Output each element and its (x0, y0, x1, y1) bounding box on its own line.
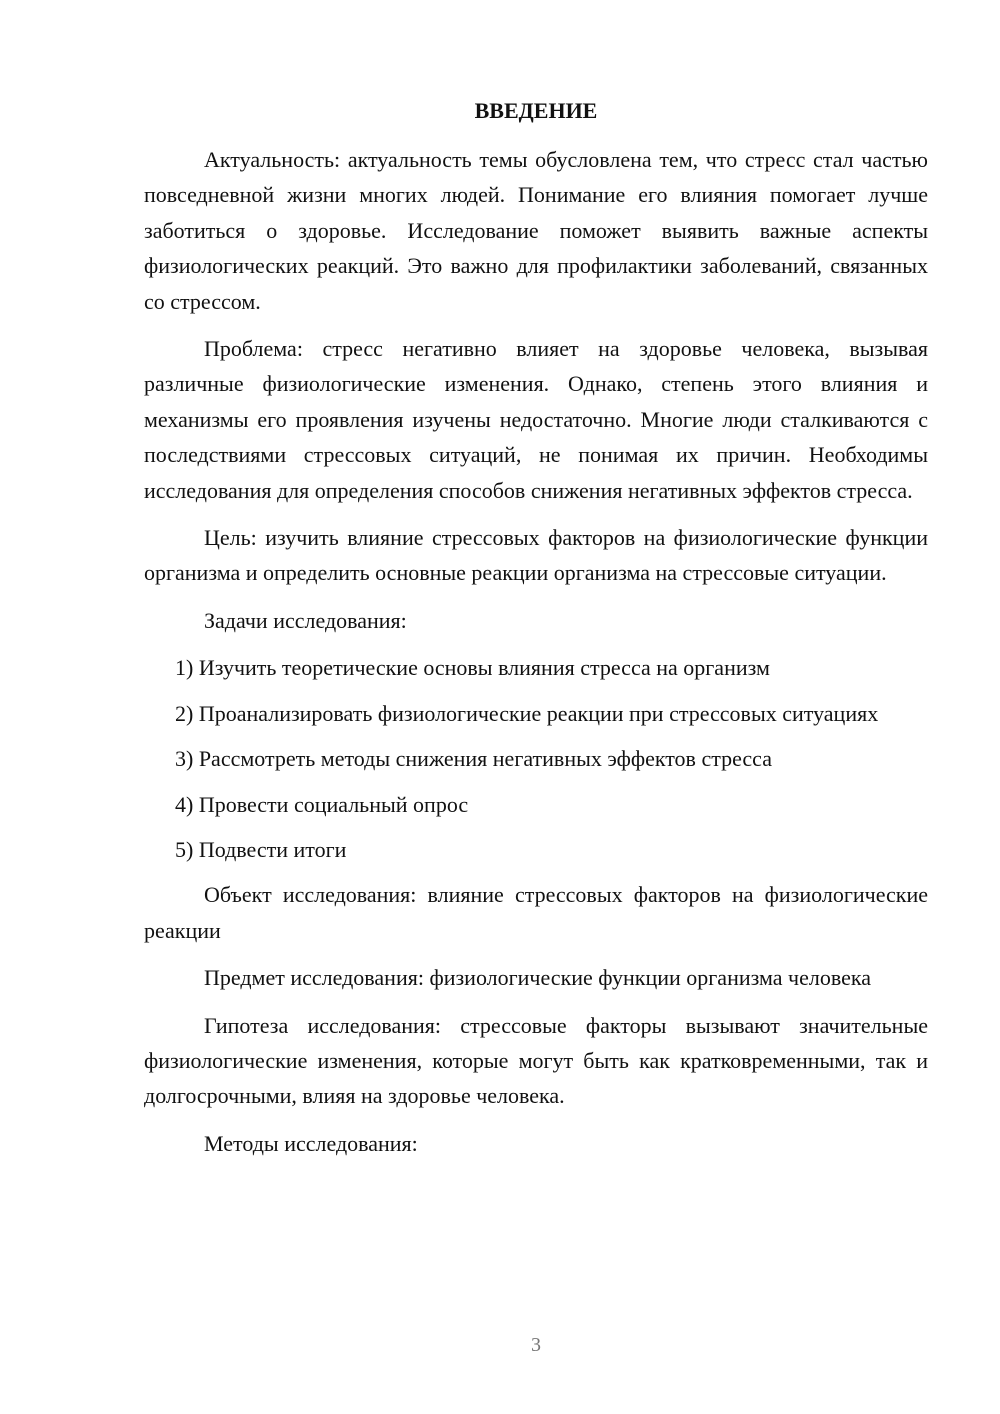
relevance-paragraph: Актуальность: актуальность темы обусловлена тем, что стресс стал частью повседневной жизни многих людей. Понимание его влияния помогает лучше заботиться о здоровье. Исследование поможет выявить важные аспекты физиологических реакций. Это важно для профилактики заболеваний, связанных со стрессом. (144, 147, 928, 314)
task-item: 3) Рассмотреть методы снижения негативных эффектов стресса (175, 746, 772, 772)
task-item: 1) Изучить теоретические основы влияния стресса на организм (175, 655, 770, 681)
task-item: 2) Проанализировать физиологические реакции при стрессовых ситуациях (175, 700, 879, 726)
subject-paragraph: Предмет исследования: физиологические функции организма человека (204, 965, 871, 991)
tasks-heading: Задачи исследования: (204, 607, 407, 633)
page-title: ВВЕДЕНИЕ (474, 98, 598, 123)
goal-paragraph: Цель: изучить влияние стрессовых факторов на физиологические функции организма и определить основные реакции организма на стрессовые ситуации. (144, 525, 928, 586)
problem-paragraph: Проблема: стресс негативно влияет на здоровье человека, вызывая различные физиологические изменения. Однако, степень этого влияния и механизмы его проявления изучены недостаточно. Многие люди сталкиваются с последствиями стрессовых ситуаций, не понимая их причин. Необходимы исследования для определения способов снижения негативных эффектов стресса. (144, 336, 928, 503)
hypothesis-paragraph: Гипотеза исследования: стрессовые факторы вызывают значительные физиологические изменения, которые могут быть как кратковременными, так и долгосрочными, влияя на здоровье человека. (144, 1012, 928, 1109)
object-paragraph: Объект исследования: влияние стрессовых факторов на физиологические реакции (144, 882, 928, 943)
document-body (144, 142, 928, 1173)
page-number: 3 (531, 1334, 541, 1356)
task-item: 4) Провести социальный опрос (175, 791, 469, 817)
task-item: 5) Подвести итоги (175, 836, 347, 862)
tasks-list (144, 650, 928, 867)
methods-heading: Методы исследования: (204, 1130, 418, 1156)
